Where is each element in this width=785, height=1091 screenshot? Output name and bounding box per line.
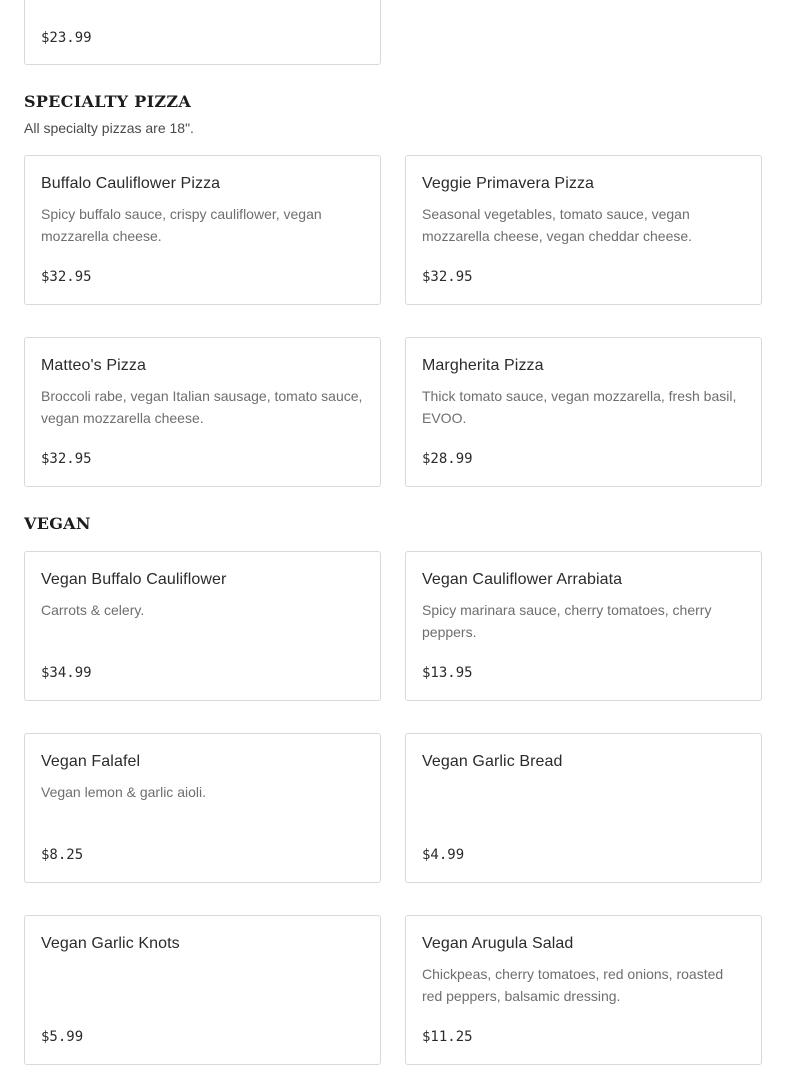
item-description: Chickpeas, cherry tomatoes, red onions, roasted red peppers, balsamic dressing. — [422, 966, 724, 1004]
menu-item-card[interactable] — [405, 915, 762, 1065]
item-name: Vegan Cauliflower Arrabiata — [422, 571, 623, 588]
menu-item-card[interactable] — [24, 915, 381, 1065]
item-description: Vegan lemon & garlic aioli. — [41, 784, 206, 800]
item-name: Buffalo Cauliflower Pizza — [41, 175, 221, 192]
item-description: Carrots & celery. — [41, 602, 145, 618]
item-price: $28.99 — [422, 451, 473, 467]
item-name: Vegan Buffalo Cauliflower — [41, 571, 227, 588]
item-description: Spicy marinara sauce, cherry tomatoes, cherry peppers. — [422, 602, 712, 640]
item-description: Spicy buffalo sauce, crispy cauliflower, vegan mozzarella cheese. — [41, 206, 322, 244]
menu-item-card[interactable] — [405, 155, 762, 305]
item-name: Margherita Pizza — [422, 357, 544, 374]
item-price: $32.95 — [41, 269, 92, 285]
item-name: Vegan Falafel — [41, 753, 141, 770]
item-description: Seasonal vegetables, tomato sauce, vegan mozzarella cheese, vegan cheddar cheese. — [422, 206, 693, 244]
item-name: Vegan Arugula Salad — [422, 935, 574, 952]
item-price: $11.25 — [422, 1029, 473, 1045]
item-description: Thick tomato sauce, vegan mozzarella, fresh basil, EVOO. — [422, 388, 737, 426]
menu-item-card[interactable] — [405, 733, 762, 883]
menu-item-card[interactable] — [405, 551, 762, 701]
section-title-specialty-pizza: SPECIALTY PIZZA — [24, 92, 192, 111]
menu-item-card[interactable] — [24, 337, 381, 487]
menu-item-card[interactable] — [24, 551, 381, 701]
menu-item-card[interactable] — [24, 155, 381, 305]
item-name: Vegan Garlic Knots — [41, 935, 180, 952]
item-price: $8.25 — [41, 847, 84, 863]
item-price: $23.99 — [41, 30, 92, 46]
item-price: $32.95 — [41, 451, 92, 467]
item-name: Veggie Primavera Pizza — [422, 175, 595, 192]
section-note: All specialty pizzas are 18". — [24, 120, 194, 136]
item-price: $4.99 — [422, 847, 465, 863]
item-description: Broccoli rabe, vegan Italian sausage, tomato sauce, vegan mozzarella cheese. — [41, 388, 363, 426]
section-title-vegan: VEGAN — [24, 514, 91, 533]
item-price: $34.99 — [41, 665, 92, 681]
menu-item-card-partial[interactable] — [24, 0, 381, 65]
item-price: $32.95 — [422, 269, 473, 285]
menu-item-card[interactable] — [24, 733, 381, 883]
item-name: Matteo's Pizza — [41, 357, 146, 374]
item-name: Vegan Garlic Bread — [422, 753, 563, 770]
menu-item-card[interactable] — [405, 337, 762, 487]
item-price: $13.95 — [422, 665, 473, 681]
item-price: $5.99 — [41, 1029, 84, 1045]
